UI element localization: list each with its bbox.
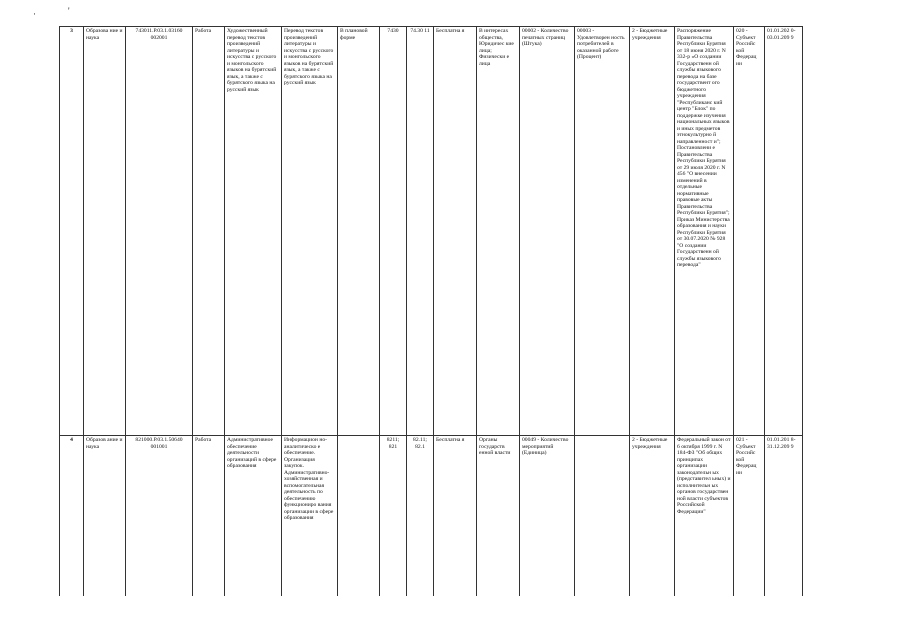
- okved2-code: 82.11; 82.1: [407, 436, 434, 597]
- volume-indicator: 00002 - Количество печатных страниц (Штука): [520, 27, 575, 436]
- okved-code: 8211; 821: [380, 436, 407, 597]
- registry-code: 743011.Р.03.1.03160 002001: [126, 27, 193, 436]
- legal-basis: Распоряжение Правительства Республики Бурятия от 18 июня 2020 г. N 332-р «О создании Государственн ой службы языкового перевода на базе государствент ого бюджетного учреждения "Республиканс кий центр "Блок" по поддержке изучения национальных языков и иных предметов этнокультурно й направленност и"; Постановлени е Правительства Республики Бурятия от 29 июля 2020 г. N 456 "О внесении изменений в отдельные нормативные правовые акты Правительства Республики Бурятия"; Приказ Министерства образования и науки Республики Бурятия от 30.07.2020 № 928 "О создании Государственн ой службы языкового перевода": [675, 27, 734, 436]
- legal-basis: Федеральный закон от 6 октября 1999 г. N 184-ФЗ "Об общих принципах организации законодательн ых (представител ьных) и исполнительн ых органов государствен ной власти субъектов Российской Федерации": [675, 436, 734, 597]
- payment-type: Бесплатна я: [434, 436, 477, 597]
- volume-indicator: 00049 - Количество мероприятий (Единица): [520, 436, 575, 597]
- institution-type: 2 - Бюджетные учреждения: [630, 27, 675, 436]
- scan-mark: ·: [33, 9, 36, 19]
- okved2-code: 74.30 11: [407, 27, 434, 436]
- work-name: Художественный перевод текстов произведений литературы и искусства с русского и монгольского языков на бурятский язык, а также с бурятского языка на русский язык: [225, 27, 282, 436]
- quality-indicator: [575, 436, 630, 597]
- delivery-form: В плановой форме: [338, 27, 380, 436]
- institution-type: 2 - Бюджетные учреждения: [630, 436, 675, 597]
- consumers: Органы государств енной власти: [477, 436, 520, 597]
- work-content: Перевод текстов произведений литературы и искусства с русского и монгольского языков на бурятский язык, а также с бурятского языка на русский язык: [282, 27, 338, 436]
- validity-dates: 01.01.201 8- 31.12.209 9: [765, 436, 803, 597]
- row-number: 4: [60, 436, 84, 597]
- scan-mark: ': [68, 6, 70, 16]
- quality-indicator: 00003 - Удовлетворен ность потребителей в оказанной работе (Процент): [575, 27, 630, 436]
- delivery-form: [338, 436, 380, 597]
- payment-type: Бесплатна я: [434, 27, 477, 436]
- row-number: 3: [60, 27, 84, 436]
- authority-level: 021 - Субъект Российс кой Федерац ии: [734, 436, 765, 597]
- activity-field: Образова ние и наука: [84, 27, 126, 436]
- work-content: Информацион но-аналитическо е обеспечение. Организация закупок. Административно-хозяйственная и вспомогательная деятельность по обеспечению функциониро вания организации в сфере образования: [282, 436, 338, 597]
- work-name: Административное обеспечение деятельности организаций в сфере образования: [225, 436, 282, 597]
- registry-table: [59, 26, 803, 596]
- work-type: Работа: [193, 27, 225, 436]
- table-row: [60, 27, 803, 436]
- consumers: В интересах общества, Юридичес кие лица; Физически е лица: [477, 27, 520, 436]
- activity-field: Образов ание и наука: [84, 436, 126, 597]
- registry-code: 821000.Р.03.1.50640 001001: [126, 436, 193, 597]
- okved-code: 7430: [380, 27, 407, 436]
- table-row: [60, 436, 803, 597]
- authority-level: 020 - Субъект Российс кой Федерац ии: [734, 27, 765, 436]
- work-type: Работа: [193, 436, 225, 597]
- validity-dates: 01.01.202 0- 03.01.209 9: [765, 27, 803, 436]
